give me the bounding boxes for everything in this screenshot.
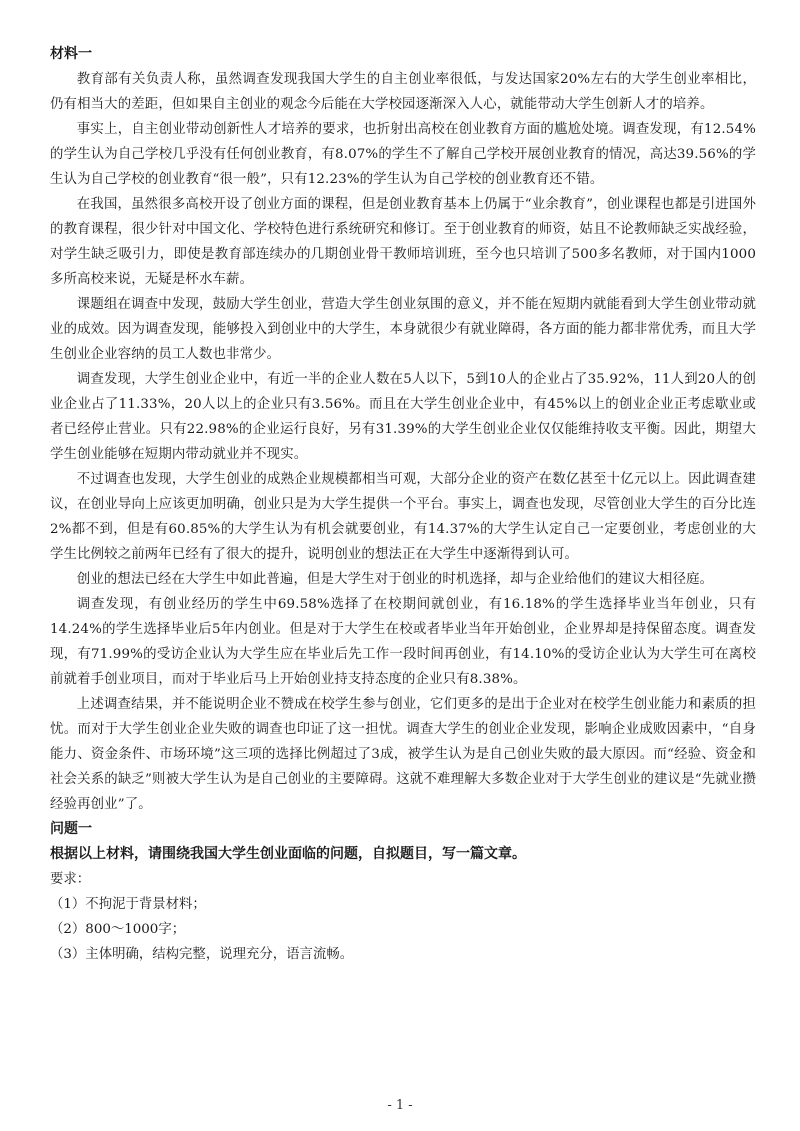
document-page [50, 42, 756, 967]
material-paragraph: 在我国，虽然很多高校开设了创业方面的课程，但是创业教育基本上仍属于“业余教育”，创业课程也都是引进国外的教育课程，很少针对中国文化、学校特色进行系统研究和修订。至于创业教育的师资，姑且不论教师缺乏实战经验，对学生缺乏吸引力，即使是教育部连续办的几期创业骨干教师培训班，至今也只培训了500多名教师，对于国内1000多所高校来说，无疑是杯水车薪。 [50, 197, 756, 287]
requirement-item: （2）800～1000字； [50, 922, 186, 937]
material-paragraph: 上述调查结果，并不能说明企业不赞成在校学生参与创业，它们更多的是出于企业对在校学生创业能力和素质的担忧。而对于大学生创业企业失败的调查也印证了这一担忧。调查大学生的创业企业发现，影响企业成败因素中，“自身能力、资金条件、市场环境”这三项的选择比例超过了3成，被学生认为是自己创业失败的最大原因。而“经验、资金和社会关系的缺乏”则被大学生认为是自己创业的主要障碍。这就不难理解大多数企业对于大学生创业的建议是“先就业攒经验再创业”了。 [50, 697, 756, 812]
material-paragraph: 教育部有关负责人称，虽然调查发现我国大学生的自主创业率很低，与发达国家20%左右的大学生创业率相比，仍有相当大的差距，但如果自主创业的观念今后能在大学校园逐渐深入人心，就能带动大学生创新人才的培养。 [50, 72, 756, 112]
question-title: 问题一 [50, 821, 92, 837]
material-paragraph: 调查发现，有创业经历的学生中69.58%选择了在校期间就创业，有16.18%的学生选择毕业当年创业，只有14.24%的学生选择毕业后5年内创业。但是对于大学生在校或者毕业当年开始创业，企业界却是持保留态度。调查发现，有71.99%的受访企业认为大学生应在毕业后先工作一段时间再创业，有14.10%的受访企业认为大学生可在离校前就着手创业项目，而对于毕业后马上开始创业持支持态度的企业只有8.38%。 [50, 597, 756, 687]
page-number: - 1 - [387, 1098, 413, 1113]
material-paragraph: 调查发现，大学生创业企业中，有近一半的企业人数在5人以下，5到10人的企业占了35.92%，11人到20人的创业企业占了11.33%，20人以上的企业只有3.56%。而且在大学生创业企业中，有45%以上的创业企业正考虑歇业或者已经停止营业。只有22.98%的企业运行良好，另有31.39%的大学生创业企业仅仅能维持收支平衡。因此，期望大学生创业能够在短期内带动就业并不现实。 [50, 372, 756, 462]
material-title: 材料一 [50, 46, 92, 62]
material-paragraph: 课题组在调查中发现，鼓励大学生创业，营造大学生创业氛围的意义，并不能在短期内就能看到大学生创业带动就业的成效。因为调查发现，能够投入到创业中的大学生，本身就很少有就业障碍，各方面的能力都非常优秀，而且大学生创业企业容纳的员工人数也非常少。 [50, 297, 756, 362]
material-paragraph: 创业的想法已经在大学生中如此普遍，但是大学生对于创业的时机选择，却与企业给他们的建议大相径庭。 [76, 572, 714, 587]
requirement-item: （1）不拘泥于背景材料； [50, 897, 206, 912]
material-paragraph: 事实上，自主创业带动创新性人才培养的要求，也折射出高校在创业教育方面的尴尬处境。调查发现，有12.54%的学生认为自己学校几乎没有任何创业教育，有8.07%的学生不了解自己学校开展创业教育的情况，高达39.56%的学生认为自己学校的创业教育“很一般”，只有12.23%的学生认为自己学校的创业教育还不错。 [50, 122, 756, 187]
material-paragraph: 不过调查也发现，大学生创业的成熟企业规模都相当可观，大部分企业的资产在数亿甚至十亿元以上。因此调查建议，在创业导向上应该更加明确，创业只是为大学生提供一个平台。事实上，调查也发现，尽管创业大学生的百分比连2%都不到，但是有60.85%的大学生认为有机会就要创业，有14.37%的大学生认定自己一定要创业，考虑创业的大学生比例较之前两年已经有了很大的提升，说明创业的想法正在大学生中逐渐得到认可。 [50, 472, 756, 562]
requirements-label: 要求： [50, 872, 91, 887]
question-prompt: 根据以上材料，请围绕我国大学生创业面临的问题，自拟题目，写一篇文章。 [50, 846, 526, 862]
requirement-item: （3）主体明确，结构完整，说理充分，语言流畅。 [50, 947, 354, 962]
